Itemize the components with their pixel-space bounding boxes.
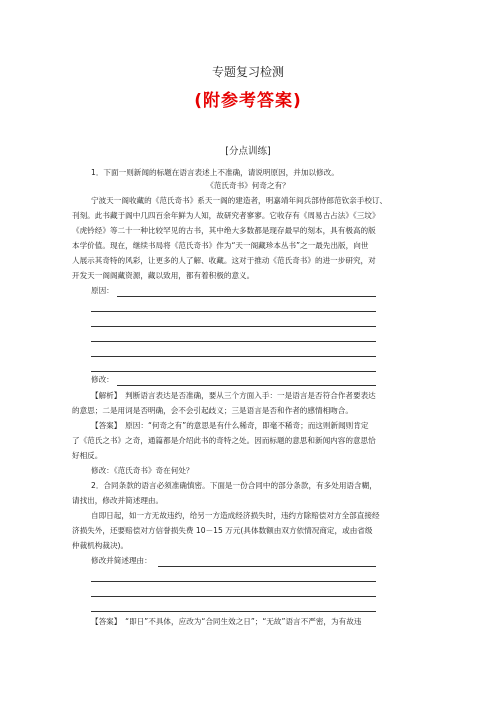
q1-prompt: 1．下面一则新闻的标题在语言表述上不准确，请说明原因，并加以修改。 [91,168,339,177]
q1-body-line: 宁波天一阁收藏的《范氏奇书》系天一阁的建造者，明嘉靖年间兵部侍郎范钦亲手校订、 [91,196,388,205]
q2-answer-line: 【答案】 “即日”不具体，应改为“合同生效之日”；“无故”语言不严密，为有故违 [91,617,362,626]
q1-body-line: 开发天一阁阁藏资源，藏以致用，都有着积极的意义。 [72,271,255,280]
answer-line[interactable] [91,581,376,582]
section-heading: [分点训练] [225,146,271,157]
answer-line[interactable] [91,326,376,327]
q1-answer-line: 了《范氏之书》之奇，通篇都是介绍此书的奇特之处。因而标题的意思和新闻内容的意思恰 [72,436,376,445]
answer-line[interactable] [91,596,376,597]
q1-answer-line: 【答案】 原因：“何奇之有”的意思是有什么稀奇，即毫不稀奇；而这则新闻则肯定 [91,421,369,430]
q1-revision: 修改：《范氏奇书》奇在何处？ [91,466,194,475]
answer-line[interactable] [91,611,376,612]
q2-clause-line: 仲裁机构裁决)。 [72,541,129,550]
answer-line[interactable] [117,296,376,297]
q2-revise-label: 修改并简述理由： [91,556,152,565]
q1-analysis-line: 【解析】 判断语言表达是否准确，要从三个方面入手：一是语言是否符合作者要表达 [91,391,376,400]
answer-line[interactable] [91,311,376,312]
answer-line[interactable] [91,341,376,342]
answer-line[interactable] [91,356,376,357]
q1-answer-line: 好相反。 [72,451,103,460]
q2-clause-line: 济损失外，还要赔偿对方信誉损失费 10－15 万元(具体数额由双方依情况商定，或由省级 [72,526,373,535]
answer-line[interactable] [158,566,376,567]
q1-analysis-line: 的意思；二是用词是否明确，会不会引起歧义；三是语言是否和作者的感情相吻合。 [72,406,353,415]
answer-line[interactable] [117,385,376,386]
q1-body-line: 《虎钤经》等二十一种比较罕见的古书，其中绝大多数都是现存最早的刻本，具有极高的版 [72,226,376,235]
q1-body-line: 人展示其奇特的风彩，让更多的人了解、收藏。这对于推动《范氏奇书》的进一步研究，对 [72,256,376,265]
page-title: 专题复习检测 [211,65,284,79]
q1-body-line: 本学价值。现在，继续书局将《范氏奇书》作为“天一阁藏珍本丛书”之一最先出版，向世 [72,241,369,250]
q1-body-line: 刊刻。此书藏于阁中几四百余年鲜为人知，故研究者寥寥。它收存有《周易古占法》《三坟》 [72,211,380,220]
q2-prompt-line: 请找出，修改并简述理由。 [72,496,164,505]
answer-line[interactable] [91,371,376,372]
q2-clause-line: 自即日起，如一方无故违约，给另一方造成经济损失时，违约方除赔偿对方全部直接经 [91,511,380,520]
q1-reason-label: 原因： [91,286,114,295]
q2-prompt-line: 2．合同条款的语言必须准确慎密。下面是一份合同中的部分条款，有多处用语含糊， [91,481,377,490]
q1-news-title: 《范氏奇书》何奇之有？ [206,181,290,190]
answer-banner: (附参考答案) [194,91,302,111]
q1-revise-label: 修改： [91,375,114,384]
